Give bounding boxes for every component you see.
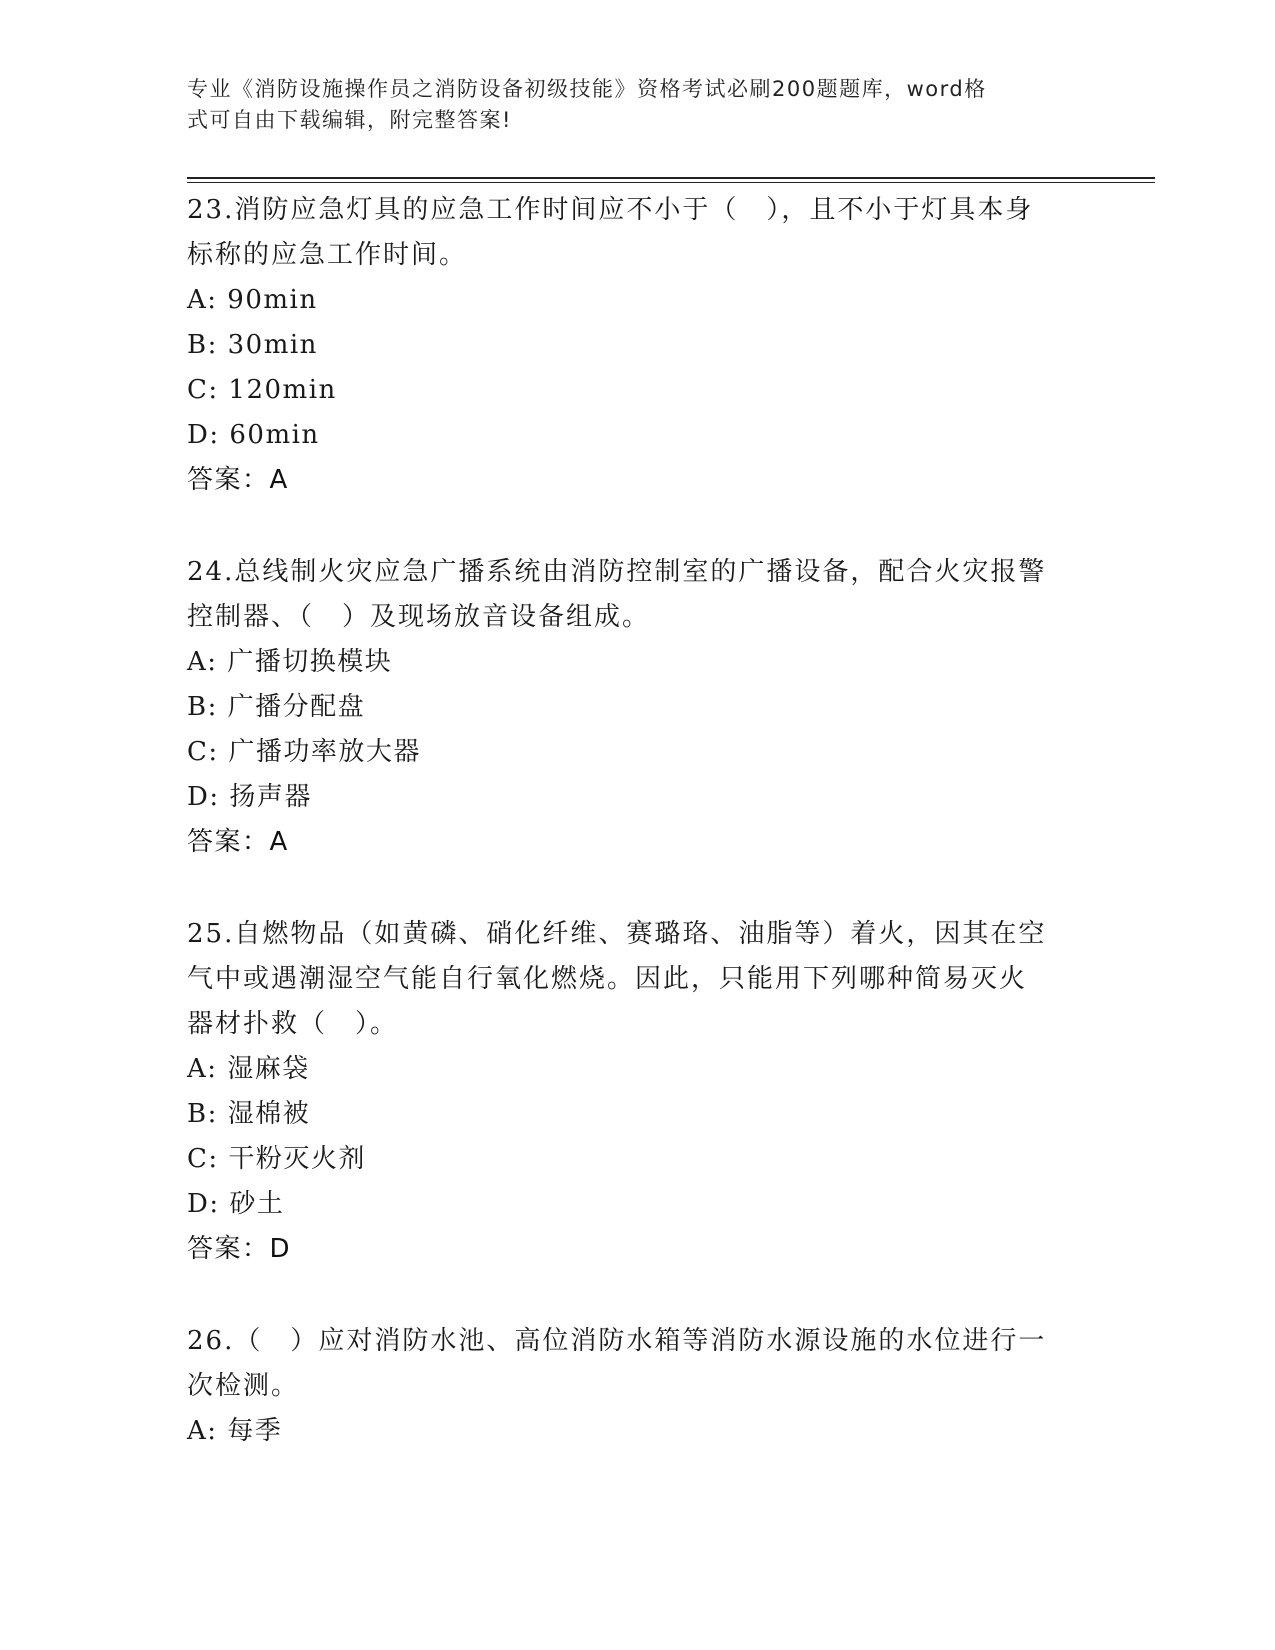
question-text: 次检测。 bbox=[187, 1371, 300, 1401]
question-list bbox=[187, 188, 1087, 1501]
question-25 bbox=[187, 912, 1087, 1272]
option-a: A: 每季 bbox=[187, 1416, 283, 1446]
question-24 bbox=[187, 550, 1087, 865]
question-text: 气中或遇潮湿空气能自行氧化燃烧。因此，只能用下列哪种简易灭火 bbox=[187, 964, 1028, 994]
option-c: C: 广播功率放大器 bbox=[187, 737, 421, 767]
question-text: 器材扑救（ ）。 bbox=[187, 1009, 399, 1039]
option-a: A: 广播切换模块 bbox=[187, 647, 393, 677]
question-26 bbox=[187, 1319, 1087, 1454]
question-text: 24.总线制火灾应急广播系统由消防控制室的广播设备，配合火灾报警 bbox=[187, 557, 1047, 587]
option-d: D: 砂土 bbox=[187, 1189, 285, 1219]
option-b: B: 广播分配盘 bbox=[187, 692, 366, 722]
option-b: B: 湿棉被 bbox=[187, 1099, 311, 1129]
question-text: 控制器、（ ）及现场放音设备组成。 bbox=[187, 602, 651, 632]
question-text: 26.（ ）应对消防水池、高位消防水箱等消防水源设施的水位进行一 bbox=[187, 1326, 1047, 1356]
option-d: D: 60min bbox=[187, 420, 320, 450]
option-a: A: 90min bbox=[187, 285, 318, 315]
answer-label: 答案：D bbox=[187, 1234, 292, 1264]
option-c: C: 120min bbox=[187, 375, 337, 405]
header-divider-thin bbox=[187, 182, 1155, 183]
option-d: D: 扬声器 bbox=[187, 782, 312, 812]
answer-label: 答案：A bbox=[187, 465, 289, 495]
question-text: 25.自燃物品（如黄磷、硝化纤维、赛璐珞、油脂等）着火，因其在空 bbox=[187, 919, 1047, 949]
option-a: A: 湿麻袋 bbox=[187, 1054, 310, 1084]
header-line-2: 式可自由下载编辑，附完整答案! bbox=[187, 108, 512, 132]
question-text: 标称的应急工作时间。 bbox=[187, 240, 468, 270]
option-b: B: 30min bbox=[187, 330, 318, 360]
header-line-1: 专业《消防设施操作员之消防设备初级技能》资格考试必刷200题题库，word格 bbox=[187, 77, 987, 101]
header-divider-thick bbox=[187, 177, 1155, 179]
document-header bbox=[187, 74, 1067, 136]
option-c: C: 干粉灭火剂 bbox=[187, 1144, 366, 1174]
question-23 bbox=[187, 188, 1087, 503]
question-text: 23.消防应急灯具的应急工作时间应不小于（ ），且不小于灯具本身 bbox=[187, 195, 1034, 225]
answer-label: 答案：A bbox=[187, 827, 289, 857]
